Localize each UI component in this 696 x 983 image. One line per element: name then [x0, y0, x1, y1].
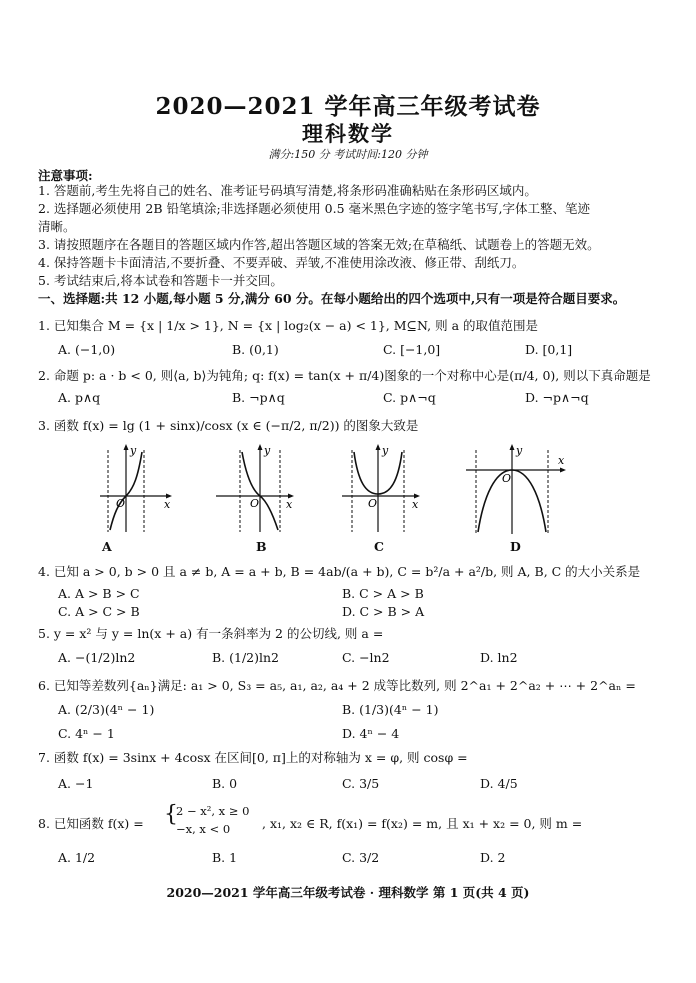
q8-option-a: A. 1/2 [58, 850, 96, 865]
note-item: 清晰。 [38, 219, 76, 234]
q4-option-a: A. A > B > C [58, 586, 140, 601]
q5-option-d: D. ln2 [480, 650, 518, 665]
question-8-stem-prefix: 8. 已知函数 f(x) = [38, 816, 144, 831]
notes-heading: 注意事项: [38, 168, 93, 183]
page-footer: 2020—2021 学年高三年级考试卷 · 理科数学 第 1 页(共 4 页) [166, 885, 530, 900]
axis-x-label: x [558, 454, 565, 467]
axis-x-label: x [412, 498, 419, 511]
subject-title: 理科数学 [302, 121, 394, 146]
question-2-stem: 2. 命题 p: a · b < 0, 则⟨a, b⟩为钝角; q: f(x) = tan(x + π/4)图象的一个对称中心是(π/4, 0), 则以下真命题是 [38, 368, 651, 383]
origin-label: O [368, 497, 378, 510]
q3-label-c: C [374, 539, 384, 554]
note-item: 2. 选择题必须使用 2B 铅笔填涂;非选择题必须使用 0.5 毫米黑色字迹的签字笔书写,字体工整、笔迹 [38, 201, 590, 216]
q1-option-b: B. (0,1) [232, 342, 279, 357]
q2-option-c: C. p∧¬q [383, 390, 436, 405]
q3-graph-a [96, 444, 174, 536]
exam-title: 2020—2021 学年高三年级考试卷 [155, 93, 541, 120]
note-item: 4. 保持答题卡卡面清洁,不要折叠、不要弄破、弄皱,不准使用涂改液、修正带、刮纸刀。 [38, 255, 525, 270]
axis-y-label: y [264, 444, 271, 457]
note-item: 5. 考试结束后,将本试卷和答题卡一并交回。 [38, 273, 283, 288]
q2-option-d: D. ¬p∧¬q [525, 390, 589, 405]
q3-label-b: B [256, 539, 267, 554]
question-3-stem: 3. 函数 f(x) = lg (1 + sinx)/cosx (x ∈ (−π/2, π/2)) 的图象大致是 [38, 418, 419, 433]
q3-label-d: D [510, 539, 521, 554]
q3-label-a: A [102, 539, 112, 554]
q5-option-a: A. −(1/2)ln2 [58, 650, 136, 665]
origin-label: O [116, 497, 126, 510]
q8-option-b: B. 1 [212, 850, 238, 865]
q7-option-c: C. 3/5 [342, 776, 380, 791]
q4-option-b: B. C > A > B [342, 586, 424, 601]
question-6-stem: 6. 已知等差数列{aₙ}满足: a₁ > 0, S₃ = a₅, a₁, a₂, a₄ + 2 成等比数列, 则 2^a₁ + 2^a₂ + ⋯ + 2^aₙ = [38, 678, 636, 693]
q8-option-d: D. 2 [480, 850, 506, 865]
q6-option-d: D. 4ⁿ − 4 [342, 726, 400, 741]
question-8-stem-suffix: , x₁, x₂ ∈ R, f(x₁) = f(x₂) = m, 且 x₁ + x₂ = 0, 则 m = [262, 816, 583, 831]
q3-graph-d [462, 444, 570, 536]
origin-label: O [502, 472, 512, 485]
question-7-stem: 7. 函数 f(x) = 3sinx + 4cosx 在区间[0, π]上的对称轴为 x = φ, 则 cosφ = [38, 750, 468, 765]
axis-y-label: y [382, 444, 389, 457]
origin-label: O [250, 497, 260, 510]
score-time-info: 满分:150 分 考试时间:120 分钟 [268, 148, 428, 161]
axis-x-label: x [164, 498, 171, 511]
q6-option-c: C. 4ⁿ − 1 [58, 726, 115, 741]
question-1-stem: 1. 已知集合 M = {x | 1/x > 1}, N = {x | log₂(x − a) < 1}, M⊆N, 则 a 的取值范围是 [38, 318, 539, 333]
q4-option-d: D. C > B > A [342, 604, 425, 619]
axis-y-label: y [130, 444, 137, 457]
note-item: 1. 答题前,考生先将自己的姓名、准考证号码填写清楚,将条形码准确粘贴在条形码区域内。 [38, 183, 537, 198]
q2-option-a: A. p∧q [58, 390, 101, 405]
axis-x-label: x [286, 498, 293, 511]
q6-option-a: A. (2/3)(4ⁿ − 1) [58, 702, 155, 717]
q8-case-2: −x, x < 0 [176, 822, 231, 836]
q4-option-c: C. A > C > B [58, 604, 140, 619]
q7-option-a: A. −1 [58, 776, 94, 791]
q5-option-b: B. (1/2)ln2 [212, 650, 280, 665]
piecewise-brace: { [164, 802, 178, 827]
q1-option-c: C. [−1,0] [383, 342, 441, 357]
q5-option-c: C. −ln2 [342, 650, 390, 665]
q3-graph-c [338, 444, 422, 536]
q7-option-b: B. 0 [212, 776, 238, 791]
section-heading: 一、选择题:共 12 小题,每小题 5 分,满分 60 分。在每小题给出的四个选项中,只有一项是符合题目要求。 [38, 291, 626, 306]
q1-option-d: D. [0,1] [525, 342, 573, 357]
q8-case-1: 2 − x², x ≥ 0 [176, 804, 250, 818]
q6-option-b: B. (1/3)(4ⁿ − 1) [342, 702, 439, 717]
question-4-stem: 4. 已知 a > 0, b > 0 且 a ≠ b, A = a + b, B = 4ab/(a + b), C = b²/a + a²/b, 则 A, B, C 的大小关系是 [38, 564, 641, 579]
axis-y-label: y [516, 444, 523, 457]
q7-option-d: D. 4/5 [480, 776, 518, 791]
q8-option-c: C. 3/2 [342, 850, 380, 865]
q1-option-a: A. (−1,0) [58, 342, 116, 357]
q3-graph-b [212, 444, 296, 536]
question-5-stem: 5. y = x² 与 y = ln(x + a) 有一条斜率为 2 的公切线, 则 a = [38, 626, 384, 641]
q2-option-b: B. ¬p∧q [232, 390, 285, 405]
note-item: 3. 请按照题序在各题目的答题区域内作答,超出答题区域的答案无效;在草稿纸、试题卷上的答题无效。 [38, 237, 600, 252]
